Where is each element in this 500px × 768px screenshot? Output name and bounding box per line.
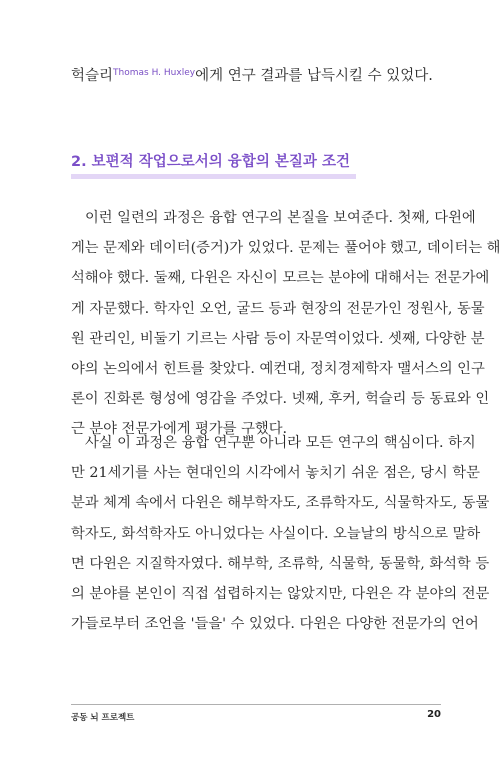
paragraph-line: 근 분야 전문가에게 평가를 구했다. xyxy=(71,421,288,438)
intro-before: 헉슬리 xyxy=(71,68,114,84)
huxley-name-superscript: Thomas H. Huxley xyxy=(113,68,196,78)
paragraph-line: 사실 이 과정은 융합 연구뿐 아니라 모든 연구의 핵심이다. 하지 xyxy=(85,435,476,451)
footer-book-title: 공동 뇌 프로젝트 xyxy=(71,713,135,723)
intro-line xyxy=(71,62,441,87)
page-number: 20 xyxy=(427,709,441,720)
paragraph-line: 게는 문제와 데이터(증거)가 있었다. 문제는 풀어야 했고, 데이터는 해 xyxy=(71,240,500,257)
paragraph-line: 가들로부터 조언을 '들을' 수 있었다. 다윈은 다양한 전문가의 언어 xyxy=(71,616,479,633)
paragraph-1 xyxy=(71,203,500,445)
paragraph-line: 게 자문했다. 학자인 오언, 굴드 등과 현장의 전문가인 정원사, 동물 xyxy=(71,300,485,317)
paragraph-line: 면 다윈은 지질학자였다. 해부학, 조류학, 식물학, 동물학, 화석학 등 xyxy=(71,555,490,572)
paragraph-line: 석해야 했다. 둘째, 다윈은 자신이 모르는 분야에 대해서는 전문가에 xyxy=(71,270,490,287)
footer-divider xyxy=(71,704,441,705)
paragraph-line: 의 분야를 본인이 직접 섭렵하지는 않았지만, 다윈은 각 분야의 전문 xyxy=(71,586,490,603)
paragraph-line: 분과 체계 속에서 다윈은 해부학자도, 조류학자도, 식물학자도, 동물 xyxy=(71,495,490,512)
paragraph-line: 이런 일련의 과정은 융합 연구의 본질을 보여준다. 첫째, 다윈에 xyxy=(85,210,476,226)
paragraph-line: 원 관리인, 비둘기 기르는 사람 등이 자문역이었다. 셋째, 다양한 분 xyxy=(71,330,485,347)
paragraph-line: 론이 진화론 형성에 영감을 주었다. 넷째, 후커, 헉슬리 등 동료와 인 xyxy=(71,391,490,408)
paragraph-line: 학자도, 화석학자도 아니었다는 사실이다. 오늘날의 방식으로 말하 xyxy=(71,525,481,542)
paragraph-line: 만 21세기를 사는 현대인의 시각에서 놓치기 쉬운 점은, 당시 학문 xyxy=(71,465,480,482)
intro-after: 에게 연구 결과를 납득시킬 수 있었다. xyxy=(195,68,433,84)
section-heading-wrap xyxy=(71,150,356,179)
paragraph-line: 야의 논의에서 힌트를 찾았다. 예컨대, 정치경제학자 맬서스의 인구 xyxy=(71,361,485,378)
section-heading: 2. 보편적 작업으로서의 융합의 본질과 조건 xyxy=(71,150,356,179)
paragraph-2 xyxy=(71,428,490,639)
